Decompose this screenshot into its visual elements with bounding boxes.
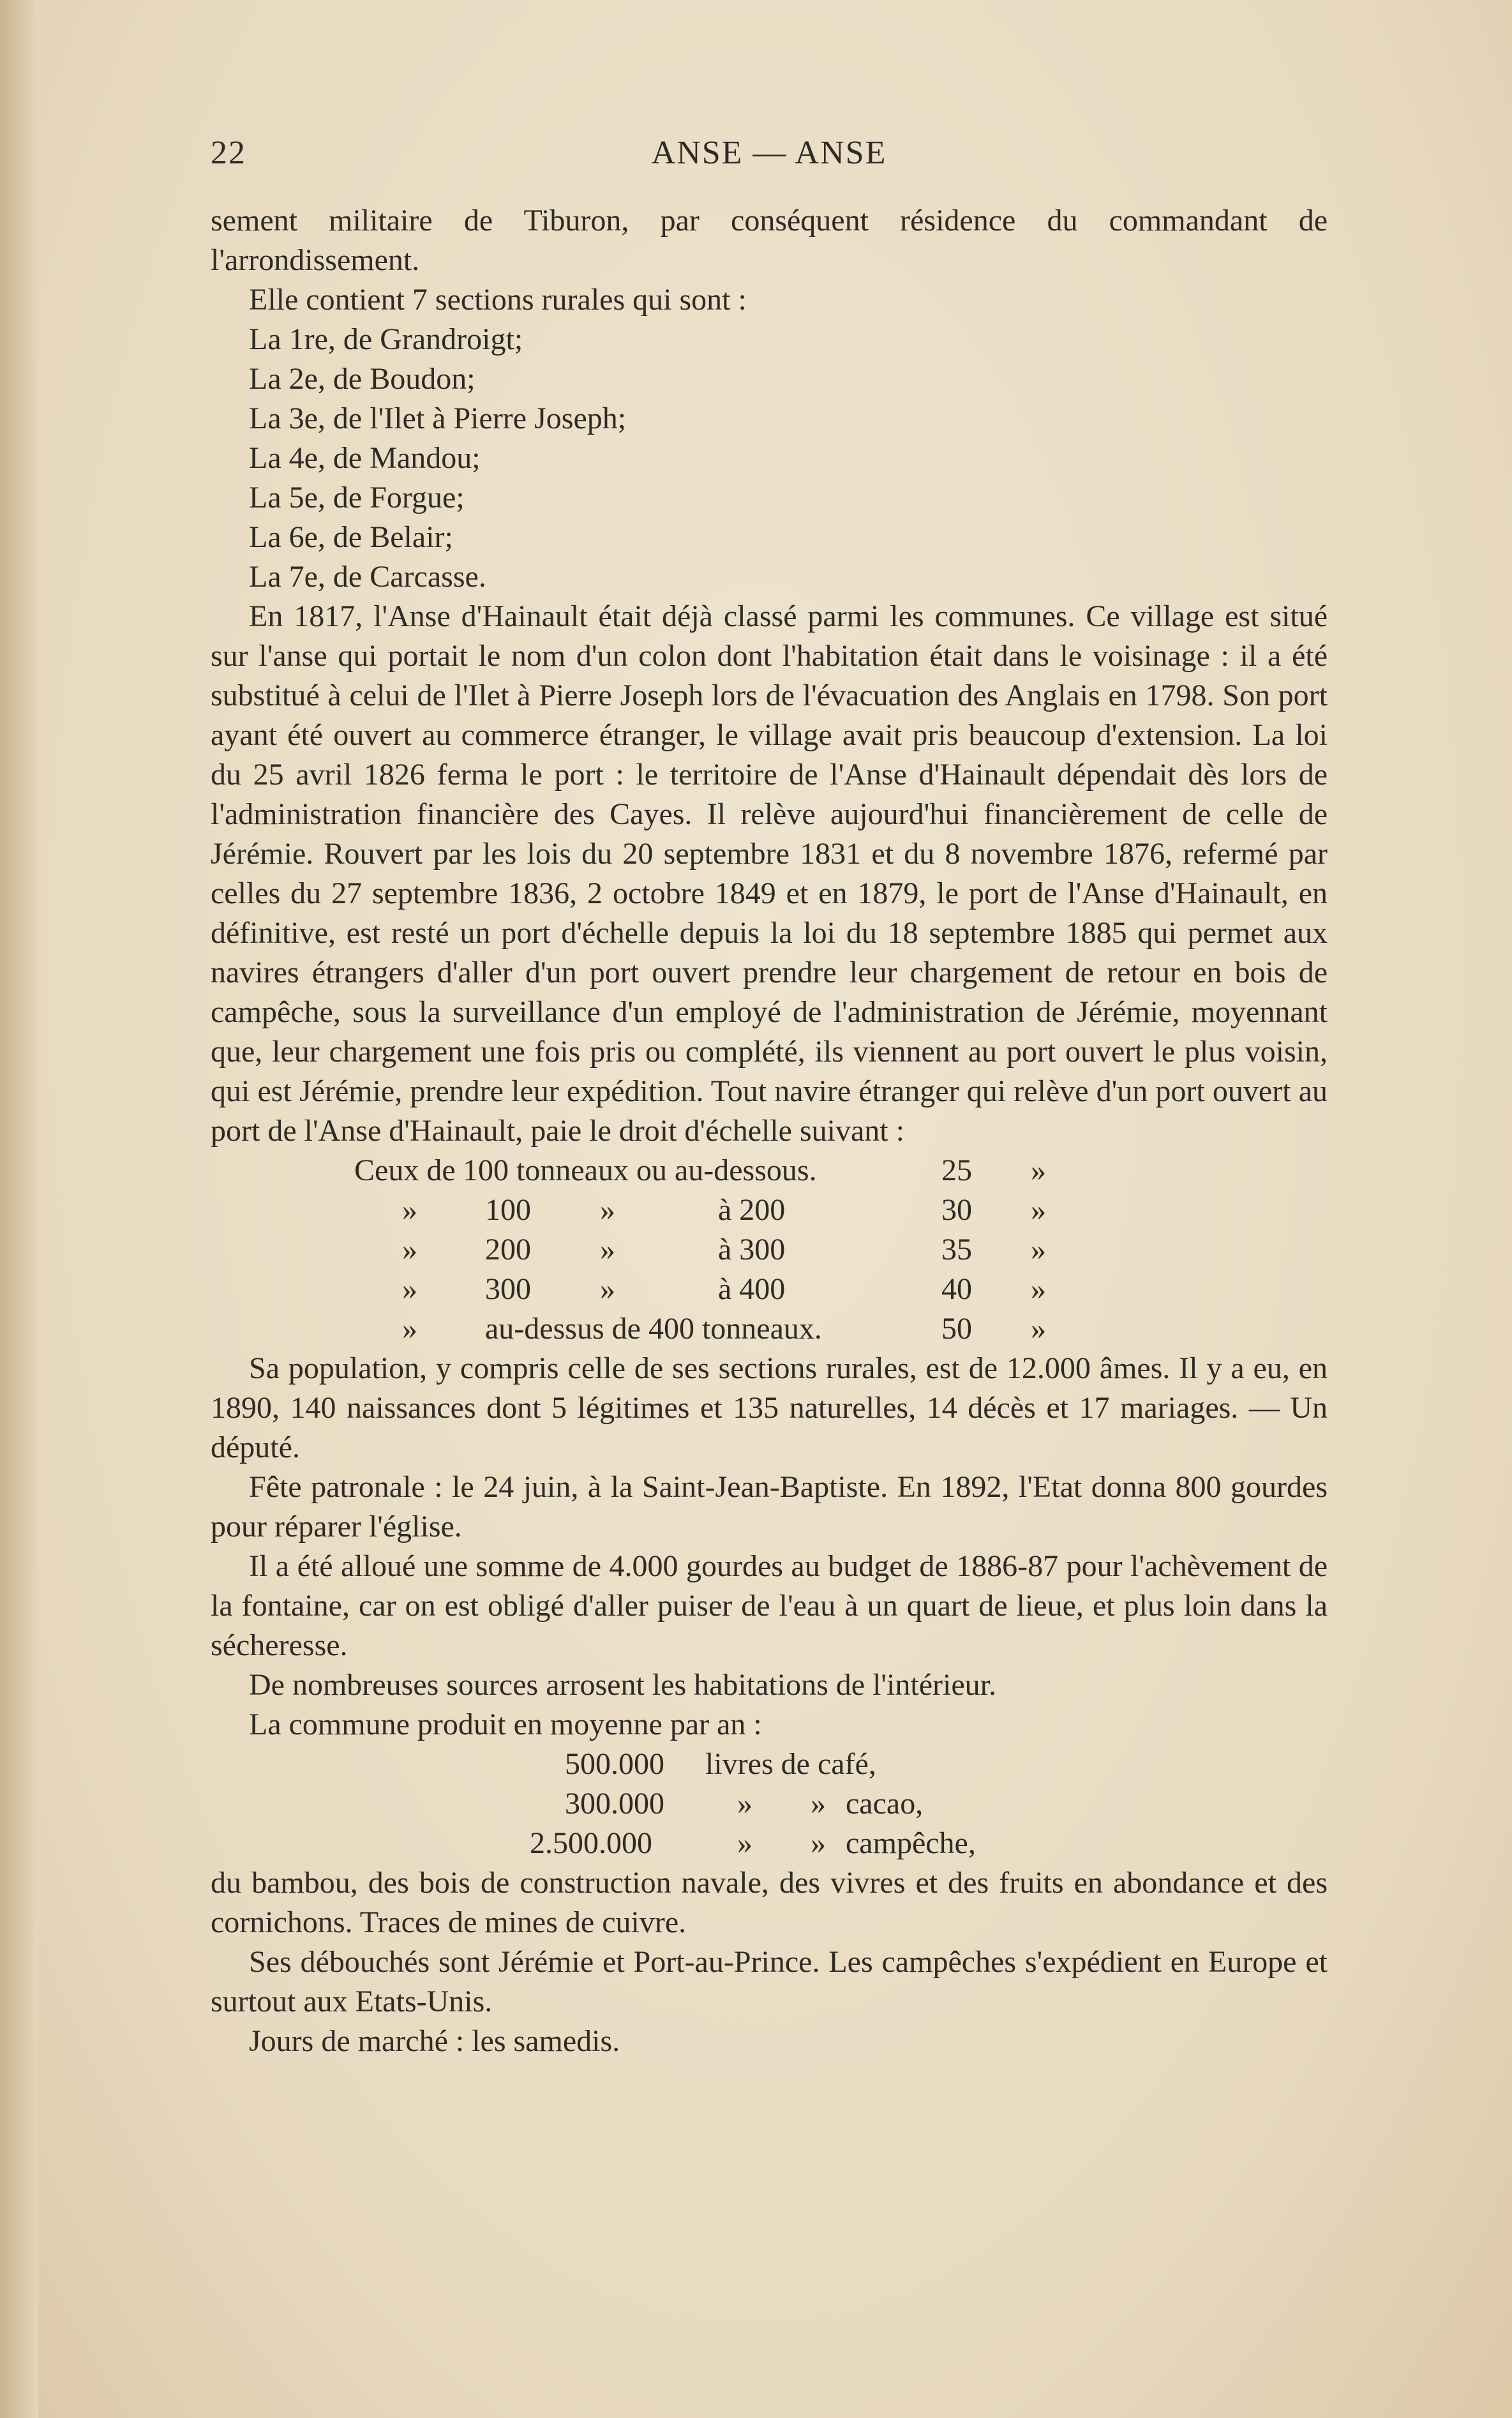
table-row [211, 1230, 1328, 1270]
paragraph-7: De nombreuses sources arrosent les habitations de l'intérieur. [249, 1668, 996, 1702]
tariff-cell: » [600, 1272, 615, 1306]
paragraph-4: Sa population, y compris celle de ses sections rurales, est de 12.000 âmes. Il y a eu, en 1890, 140 naissances dont 5 légitimes et 135 naturelles, 14 décès et 17 mariages. — Un député. [211, 1351, 1328, 1464]
tariff-amount: 30 [941, 1193, 972, 1227]
tariff-unit: » [1031, 1233, 1046, 1266]
paragraph-10: Ses débouchés sont Jérémie et Port-au-Prince. Les campêches s'expédient en Europe et surtout aux Etats-Unis. [211, 1945, 1328, 2018]
tariff-cell: 100 [485, 1193, 531, 1227]
tariff-unit: » [1031, 1153, 1046, 1187]
tariff-cell: à 300 [718, 1233, 786, 1266]
paragraph-8: La commune produit en moyenne par an : [249, 1708, 762, 1741]
paragraph-6: Il a été alloué une somme de 4.000 gourdes au budget de 1886-87 pour l'achèvement de la fontaine, car on est obligé d'aller puiser de l'eau à un quart de lieue, et plus loin dans la sécheresse. [211, 1549, 1328, 1662]
list-item [211, 1824, 1328, 1863]
list-item [211, 1745, 1328, 1784]
table-row [211, 1151, 1328, 1190]
tariff-cell: à 400 [718, 1272, 786, 1306]
tariff-amount: 40 [941, 1272, 972, 1306]
tariff-cell: » [402, 1193, 417, 1227]
tariff-table [211, 1151, 1328, 1349]
page-body [211, 201, 1328, 2061]
tariff-cell: à 200 [718, 1193, 786, 1227]
paragraph-3: En 1817, l'Anse d'Hainault était déjà classé parmi les communes. Ce village est situé sur l'anse qui portait le nom d'un colon dont l'habitation était dans le voisinage : il a été substitué à celui de l'Ilet à Pierre Joseph lors de l'évacuation des Anglais en 1798. Son port ayant été ouvert au commerce étranger, le village avait pris beaucoup d'extension. La loi du 25 avril 1826 ferma le port : le territoire de l'Anse d'Hainault dépendait dès lors de l'administration financière des Cayes. Il relève aujourd'hui financièrement de celle de Jérémie. Rouvert par les lois du 20 septembre 1831 et du 8 novembre 1876, refermé par celles du 27 septembre 1836, 2 octobre 1849 et en 1879, le port de l'Anse d'Hainault, en définitive, est resté un port d'échelle depuis la loi du 18 septembre 1885 qui permet aux navires étrangers d'aller d'un port ouvert prendre leur chargement de retour en bois de campêche, sous la surveillance d'un employé de l'administration de Jérémie, moyennant que, leur chargement une fois pris ou complété, ils viennent au port ouvert le plus voisin, qui est Jérémie, prendre leur expédition. Tout navire étranger qui relève d'un port ouvert au port de l'Anse d'Hainault, paie le droit d'échelle suivant : [211, 599, 1328, 1148]
production-label: » [737, 1787, 752, 1821]
running-header [211, 134, 1328, 172]
tariff-cell: » [402, 1233, 417, 1266]
page-number: 22 [211, 135, 246, 171]
tariff-cell: 200 [485, 1233, 531, 1266]
list-item: La 4e, de Mandou; [249, 441, 481, 475]
paragraph-11: Jours de marché : les samedis. [249, 2024, 620, 2058]
sections-list [211, 320, 1328, 597]
paragraph-2: Elle contient 7 sections rurales qui sont : [249, 283, 747, 317]
paragraph-1: sement militaire de Tiburon, par conséquent résidence du commandant de l'arrondissement. [211, 204, 1328, 277]
tariff-cell: » [600, 1233, 615, 1266]
tariff-cell: au-dessus de 400 tonneaux. [485, 1312, 822, 1346]
production-list [211, 1745, 1328, 1863]
table-row [211, 1190, 1328, 1230]
tariff-cell: » [402, 1312, 417, 1346]
tariff-amount: 25 [941, 1153, 972, 1187]
tariff-amount: 35 [941, 1233, 972, 1266]
table-row [211, 1270, 1328, 1309]
tariff-cell: 100 tonneaux ou au-dessous. [463, 1153, 817, 1187]
list-item: La 2e, de Boudon; [249, 362, 475, 396]
list-item [211, 1784, 1328, 1824]
production-item: campêche, [846, 1826, 976, 1860]
paragraph-9: du bambou, des bois de construction navale, des vivres et des fruits en abondance et des cornichons. Traces de mines de cuivre. [211, 1866, 1328, 1939]
production-qty: 500.000 [565, 1747, 664, 1781]
production-label: » [811, 1787, 826, 1821]
tariff-unit: » [1031, 1193, 1046, 1227]
list-item: La 3e, de l'Ilet à Pierre Joseph; [249, 402, 627, 435]
tariff-cell: » [600, 1193, 615, 1227]
production-label: » [737, 1826, 752, 1860]
table-row [211, 1309, 1328, 1349]
tariff-cell: 300 [485, 1272, 531, 1306]
tariff-unit: » [1031, 1312, 1046, 1346]
tariff-cell: Ceux de [354, 1153, 456, 1187]
list-item: La 6e, de Belair; [249, 520, 453, 554]
page-edge [0, 0, 38, 2418]
list-item: La 7e, de Carcasse. [249, 560, 486, 594]
list-item: La 5e, de Forgue; [249, 481, 465, 514]
production-label: livres de café, [705, 1747, 876, 1781]
production-item: cacao, [846, 1787, 924, 1821]
tariff-amount: 50 [941, 1312, 972, 1346]
paragraph-5: Fête patronale : le 24 juin, à la Saint-Jean-Baptiste. En 1892, l'Etat donna 800 gourdes pour réparer l'église. [211, 1470, 1328, 1543]
tariff-cell: » [402, 1272, 417, 1306]
production-label: » [811, 1826, 826, 1860]
production-qty: 300.000 [565, 1787, 664, 1821]
production-qty: 2.500.000 [530, 1826, 652, 1860]
list-item: La 1re, de Grandroigt; [249, 322, 523, 356]
tariff-unit: » [1031, 1272, 1046, 1306]
running-title: ANSE — ANSE [651, 135, 887, 171]
